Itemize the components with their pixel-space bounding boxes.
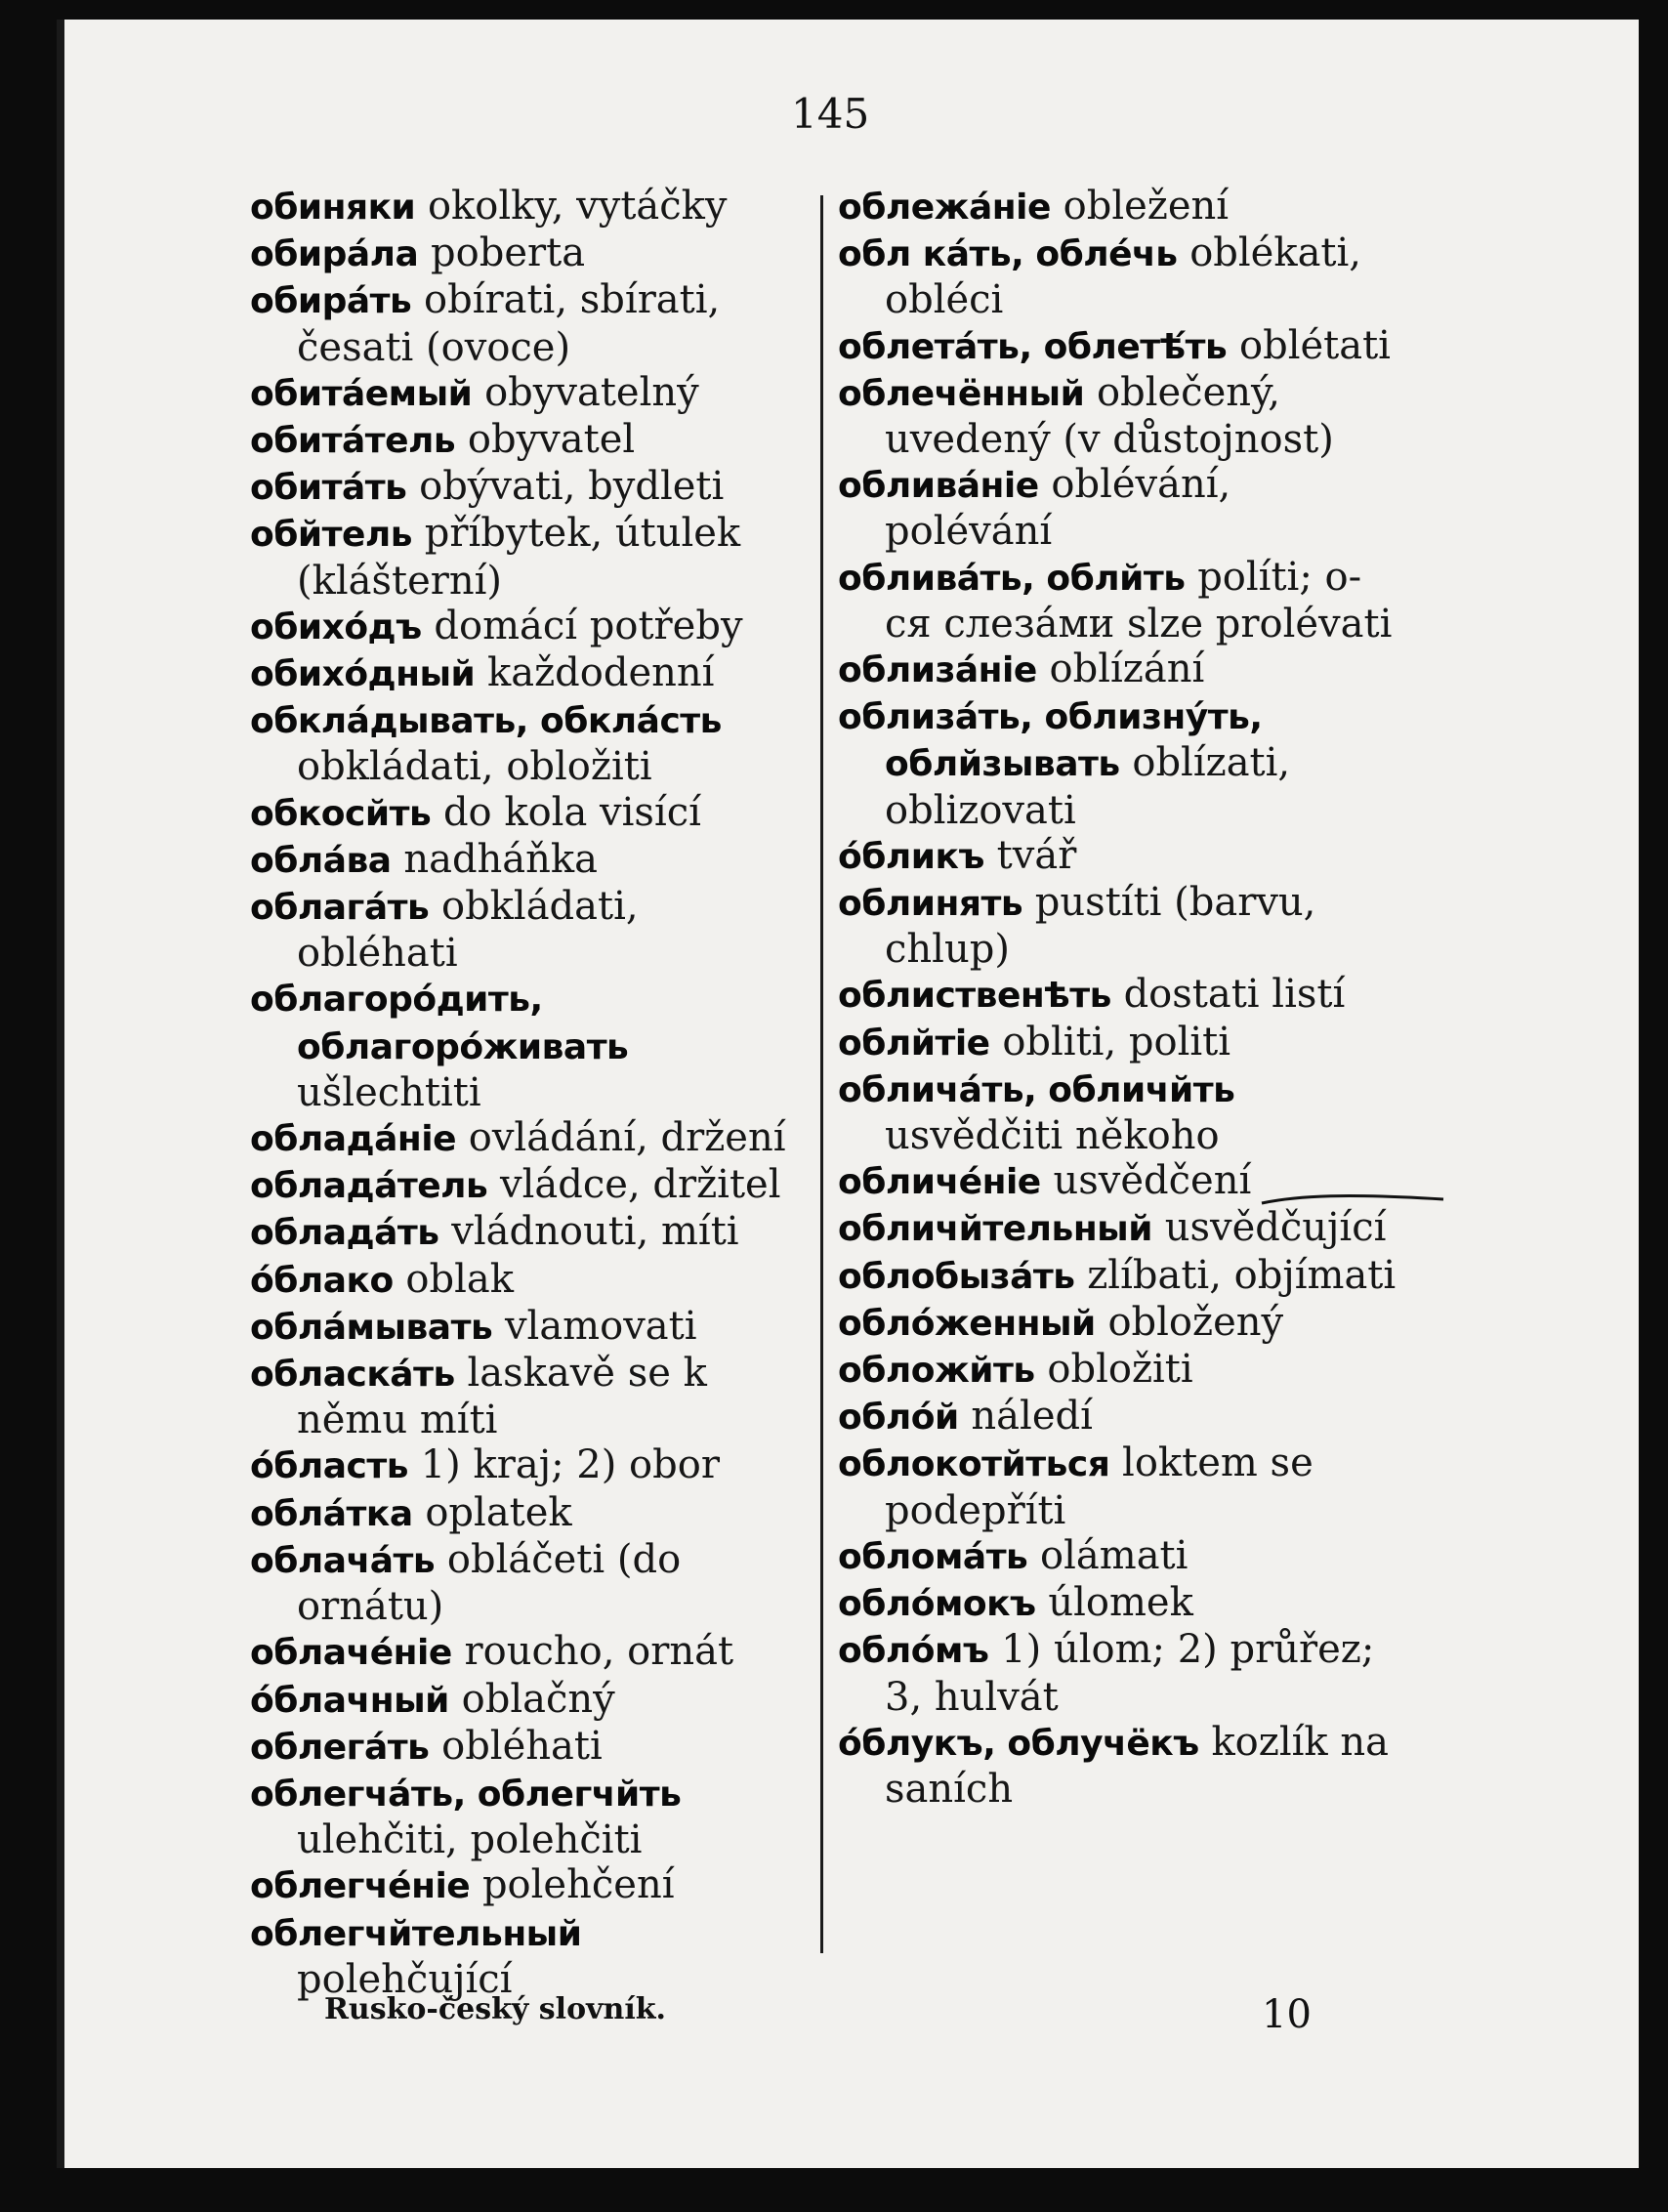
entry [838,1253,1397,1300]
entry [838,370,1397,462]
headword: обласкáть [250,1355,455,1396]
definition: každodenní [487,650,715,696]
entry [838,1440,1397,1532]
definition: nadháňka [403,836,598,882]
headword: облáмывать [250,1307,493,1348]
entry [250,976,803,1115]
definition: zlíbati, objímati [1087,1252,1397,1298]
definition: poberta [431,230,586,276]
definition: obývati, bydleti [419,464,725,510]
headword: облачéніе [250,1633,452,1674]
headword: обклáдывать, обклáсть [250,701,722,742]
headword: облóмокъ [838,1584,1036,1625]
entry [250,1351,803,1442]
headword: облобызáть [838,1256,1075,1297]
entry [250,277,803,369]
definition: oblékati, obléci [885,230,1362,323]
definition: vlamovati [504,1303,697,1349]
entry [838,1720,1397,1812]
definition: usvědčení [1053,1158,1252,1204]
definition: obléhati [441,1723,603,1769]
definition: kozlík na saních [885,1719,1389,1812]
headword: облизáніе [838,650,1037,691]
book-title-footer: Rusko-český slovník. [324,1992,666,2026]
headword: облечённый [838,373,1085,414]
definition: ušlechtiti [297,1069,481,1115]
entry [250,1162,803,1209]
definition: úlomek [1048,1580,1193,1626]
definition: oblačný [461,1676,615,1722]
entry [250,697,803,789]
definition: 1) úlom; 2) průřez; 3, hulvát [885,1627,1375,1720]
entry [250,1537,803,1629]
definition: 1) kraj; 2) obor [420,1442,720,1488]
sheet-number: 10 [1262,1992,1312,2037]
definition: obláčeti (do ornátu) [297,1536,682,1630]
entry [250,464,803,511]
entry [250,184,803,230]
definition: obyvatelný [484,369,699,415]
entry [250,1862,803,1909]
headword: облежáніе [838,188,1051,228]
entry [838,1627,1397,1719]
entry [250,790,803,837]
definition: obliti, politi [1002,1019,1231,1064]
definition: domácí potřeby [434,603,743,648]
definition: polehčující [297,1956,513,2002]
entry [838,972,1397,1019]
entry [250,230,803,277]
definition: roucho, ornát [464,1629,734,1675]
headword: обихóдъ [250,606,422,647]
definition: okolky, vytáčky [427,184,728,229]
entry [838,462,1397,554]
entry [838,880,1397,972]
headword: обличйтельный [838,1209,1152,1250]
entry [250,650,803,697]
headword: óбласть [250,1446,408,1487]
entry [838,1300,1397,1347]
headword: облегчáть, облегчйть [250,1774,682,1815]
headword: облáтка [250,1493,413,1534]
definition: laskavě se k němu míti [297,1351,707,1443]
entry [250,884,803,976]
headword: óблукъ, облучёкъ [838,1723,1199,1764]
definition: tvář [996,832,1077,878]
definition: pustíti (barvu, chlup) [885,880,1316,973]
definition: obložiti [1047,1347,1193,1393]
definition: polehčení [481,1862,675,1908]
entry [250,1209,803,1256]
headword: обирáла [250,234,419,275]
headword: обихóдный [250,654,476,695]
definition: olámati [1040,1532,1188,1578]
entry [250,1304,803,1351]
headword: обливáть, облйть [838,558,1186,599]
definition: oblízání [1049,647,1205,692]
headword: облачáть [250,1540,436,1581]
entry [838,693,1397,833]
entry [250,1490,803,1537]
definition: příbytek, útulek (klášterní) [297,511,741,604]
headword: облегáть [250,1727,430,1768]
entry [838,1533,1397,1580]
entry [250,604,803,650]
entry [250,837,803,884]
definition: ovládání, držení [468,1115,786,1161]
right-column [838,184,1397,1812]
definition: oblak [405,1256,514,1302]
headword: обл кáть, облéчь [838,234,1178,275]
headword: облагáть [250,888,430,929]
headword: обладáть [250,1213,439,1254]
entry [250,1771,803,1862]
definition: oblétati [1239,322,1391,368]
headword: обладáтель [250,1166,488,1207]
headword: обладáніе [250,1119,457,1160]
definition: obírati, sbírati, česati (ovoce) [297,277,721,370]
column-divider [820,195,823,1953]
entry [250,1629,803,1676]
entry [250,1677,803,1724]
entry [838,1347,1397,1394]
entry [838,1066,1397,1158]
definition: usvědčiti někoho [885,1113,1220,1159]
headword: облизáть, облизнýть, облйзывать [838,697,1263,785]
headword: обиняки [250,188,416,228]
headword: облегчéніе [250,1866,471,1907]
entry [250,1257,803,1304]
page-number: 145 [791,90,870,138]
definition: oplatek [425,1489,572,1535]
headword: облóмъ [838,1631,989,1672]
headword: óбликъ [838,836,984,877]
entry [250,370,803,417]
headword: облáва [250,840,392,881]
entry [838,555,1397,647]
headword: облокотйться [838,1444,1110,1485]
definition: náledí [971,1394,1093,1440]
entry [838,1580,1397,1627]
headword: обирáть [250,281,412,322]
headword: облетáть, облетѣ́ть [838,326,1228,367]
entry [838,647,1397,693]
definition: políti; о-ся слезáми slze prolévati [885,554,1393,647]
pen-underline-mark [1260,1186,1445,1215]
definition: dostati listí [1123,972,1346,1018]
entry [250,1724,803,1771]
headword: обливáніе [838,466,1039,507]
headword: обитáть [250,468,407,509]
headword: обличéніе [838,1162,1041,1203]
headword: обличáть, обличйть [838,1069,1235,1110]
headword: обложйть [838,1351,1035,1392]
definition: oblečený, uvedený (v důstojnost) [885,369,1334,463]
entry [250,1910,803,2002]
entry [838,833,1397,880]
entry [838,1394,1397,1440]
headword: облегчйтельный [250,1913,582,1954]
left-column [250,184,803,2002]
definition: obkládati, obložiti [297,744,652,790]
entry [838,184,1397,230]
definition: obkládati, obléhati [297,884,639,977]
definition: oblízati, oblizovati [885,740,1291,833]
headword: облóй [838,1398,959,1439]
entry [838,323,1397,370]
definition: obležení [1063,184,1230,229]
headword: облиственѣть [838,976,1111,1017]
headword: облйтіе [838,1023,990,1064]
headword: облинять [838,884,1023,925]
headword: обломáть [838,1536,1028,1577]
entry [250,417,803,464]
headword: обкосйть [250,793,432,834]
entry [250,1442,803,1489]
definition: obyvatel [467,417,636,463]
entry [250,1115,803,1162]
definition: obložený [1107,1299,1284,1345]
entry [838,1020,1397,1066]
headword: óблачный [250,1680,449,1721]
entry [838,230,1397,322]
definition: oblévání, polévání [885,462,1231,555]
entry [250,511,803,603]
headword: óблако [250,1260,394,1301]
headword: обитáтель [250,421,456,462]
headword: обйтель [250,515,413,556]
headword: обитáемый [250,373,473,414]
definition: ulehčiti, polehčiti [297,1817,643,1863]
definition: do kola visící [442,789,701,835]
definition: vládnouti, míti [451,1209,739,1255]
definition: loktem se podepříti [885,1440,1314,1533]
definition: vládce, držitel [500,1162,781,1208]
headword: облóженный [838,1303,1096,1344]
headword: облагорóдить, облагорóживать [250,980,629,1067]
definition: usvědčující [1164,1205,1387,1251]
